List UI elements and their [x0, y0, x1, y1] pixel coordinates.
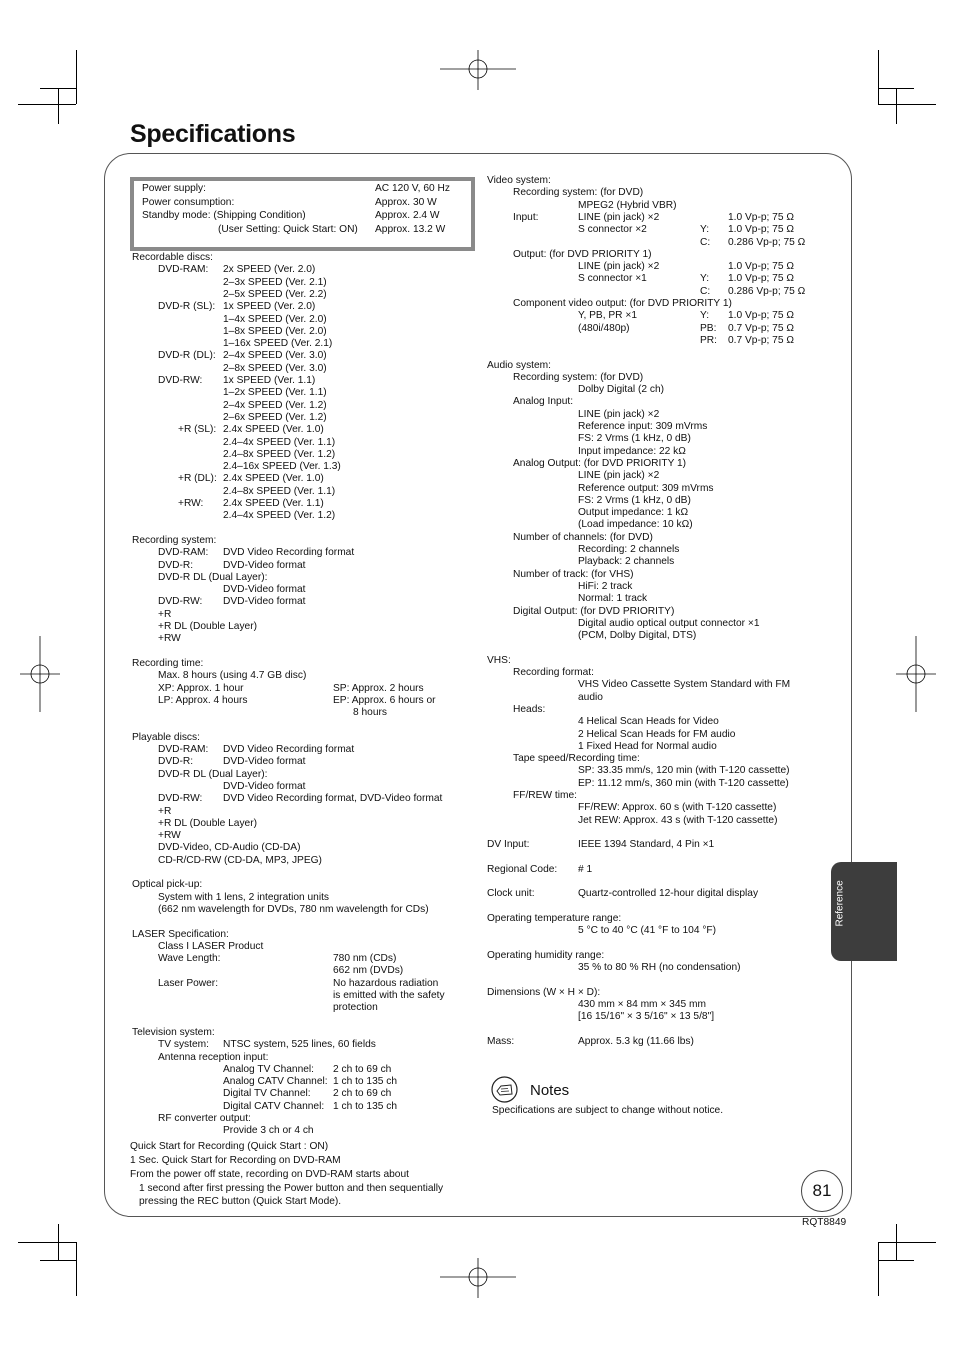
spec-value: 2 Helical Scan Heads for FM audio: [578, 728, 736, 740]
spec-label: DVD-R DL (Dual Layer):: [158, 768, 268, 780]
spec-value: DVD Video Recording format: [223, 547, 355, 559]
spec-value: is emitted with the safety: [333, 990, 445, 1001]
spec-value: DVD Video Recording format: [223, 744, 355, 755]
spec-value: 2.4–16x SPEED (Ver. 1.3): [223, 461, 341, 473]
signal-value: 1.0 Vp-p; 75 Ω: [728, 310, 794, 322]
notes-text: Specifications are subject to change without notice.: [492, 1105, 724, 1116]
spec-value: 1x SPEED (Ver. 2.0): [223, 301, 316, 313]
spec-subheading: Number of channels: (for DVD): [513, 531, 653, 543]
page-number: 81: [801, 1170, 843, 1212]
spec-value: 2–6x SPEED (Ver. 1.2): [223, 411, 327, 423]
spec-value: EP: 11.12 mm/s, 360 min (with T-120 cassette): [578, 777, 789, 789]
spec-value: Approx. 5.3 kg (11.66 lbs): [578, 1036, 694, 1047]
power-spec-value: AC 120 V, 60 Hz: [375, 183, 450, 194]
spec-value: Output impedance: 1 kΩ: [578, 507, 689, 519]
power-spec-label: Power consumption:: [142, 197, 235, 208]
signal-label: Y:: [700, 224, 710, 236]
signal-label: C:: [700, 285, 711, 297]
spec-value: 1–4x SPEED (Ver. 2.0): [223, 313, 327, 325]
spec-value: LINE (pin jack) ×2: [578, 470, 660, 482]
spec-value: 2–8x SPEED (Ver. 3.0): [223, 362, 327, 374]
spec-subheading: Output: (for DVD PRIORITY 1): [513, 248, 652, 260]
spec-value: DVD-Video format: [223, 584, 306, 596]
spec-subheading: Heads:: [513, 703, 546, 715]
spec-value: 1 Fixed Head for Normal audio: [578, 740, 717, 752]
spec-label: DVD-Video, CD-Audio (CD-DA): [158, 842, 301, 854]
quick-start-heading: Quick Start for Recording (Quick Start : ON): [130, 1141, 329, 1152]
reference-tab-label: Reference: [834, 880, 846, 927]
spec-label: DVD-RW:: [158, 596, 203, 608]
spec-subheading: Number of track: (for VHS): [513, 568, 634, 580]
spec-value: 2x SPEED (Ver. 2.0): [223, 264, 316, 276]
spec-label: TV system:: [158, 1039, 209, 1051]
spec-value: 1–8x SPEED (Ver. 2.0): [223, 325, 327, 337]
spec-value: Normal: 1 track: [578, 593, 648, 605]
signal-label: C:: [700, 236, 711, 248]
spec-label: System with 1 lens, 2 integration units: [158, 891, 330, 903]
spec-value: [16 15/16" × 3 5/16" × 13 5/8"]: [578, 1011, 715, 1023]
quick-start-line: From the power off state, recording on DVD-RAM starts about: [130, 1169, 409, 1180]
spec-value: 2–4x SPEED (Ver. 3.0): [223, 350, 327, 362]
spec-heading: Operating temperature range:: [487, 913, 622, 924]
page-title: Specifications: [130, 120, 296, 148]
signal-value: 1.0 Vp-p; 75 Ω: [728, 224, 794, 236]
spec-value: (PCM, Dolby Digital, DTS): [578, 630, 697, 642]
spec-value: FS: 2 Vrms (1 kHz, 0 dB): [578, 433, 691, 445]
spec-label: DVD-R:: [158, 559, 194, 571]
power-spec-label: (User Setting: Quick Start: ON): [218, 224, 358, 235]
spec-label: Digital TV Channel:: [223, 1088, 311, 1100]
signal-value: 0.286 Vp-p; 75 Ω: [728, 236, 806, 248]
spec-label: DVD-RW:: [158, 793, 203, 805]
spec-value: 2.4–8x SPEED (Ver. 1.1): [223, 485, 336, 497]
spec-value: 2.4–8x SPEED (Ver. 1.2): [223, 448, 336, 460]
spec-value: NTSC system, 525 lines, 60 fields: [223, 1039, 376, 1051]
spec-heading: Audio system:: [487, 359, 551, 371]
signal-value: 0.286 Vp-p; 75 Ω: [728, 285, 806, 297]
spec-value: 1 ch to 135 ch: [333, 1076, 398, 1088]
spec-label: +R DL (Double Layer): [158, 621, 257, 632]
spec-heading: Recording time:: [132, 657, 204, 669]
spec-value: 2 ch to 69 ch: [333, 1088, 392, 1100]
spec-label: DVD-RAM:: [158, 744, 209, 755]
spec-label: +RW: [158, 633, 181, 645]
spec-value: 1x SPEED (Ver. 1.1): [223, 375, 316, 386]
spec-value: FS: 2 Vrms (1 kHz, 0 dB): [578, 494, 691, 506]
spec-label: Analog TV Channel:: [223, 1063, 314, 1075]
spec-value: S connector ×1: [578, 273, 647, 285]
spec-value: Dolby Digital (2 ch): [578, 384, 665, 396]
spec-subheading: Analog Output: (for DVD PRIORITY 1): [513, 457, 687, 469]
spec-label: DVD-R DL (Dual Layer):: [158, 571, 268, 583]
spec-heading: Mass:: [487, 1036, 515, 1047]
spec-label: DVD-RW:: [158, 375, 203, 386]
spec-value: # 1: [578, 863, 593, 875]
spec-value: 1 ch to 135 ch: [333, 1100, 398, 1112]
spec-label: +RW: [158, 830, 181, 842]
spec-heading: VHS:: [487, 654, 511, 666]
spec-label: XP: Approx. 1 hour: [158, 682, 244, 694]
signal-value: 0.7 Vp-p; 75 Ω: [728, 334, 794, 346]
spec-value: 2–3x SPEED (Ver. 2.1): [223, 276, 327, 288]
signal-value: 1.0 Vp-p; 75 Ω: [728, 211, 794, 223]
spec-subheading: Component video output: (for DVD PRIORITY 1): [513, 298, 732, 309]
spec-value: 2.4x SPEED (Ver. 1.0): [223, 473, 324, 485]
spec-subheading: Recording system: (for DVD): [513, 187, 644, 199]
spec-label: DVD-R:: [158, 756, 194, 768]
spec-label: +R: [158, 805, 172, 817]
spec-value: (Load impedance: 10 kΩ): [578, 519, 693, 531]
registration-mark-bottom: [440, 1258, 516, 1298]
spec-value: Provide 3 ch or 4 ch: [223, 1125, 314, 1137]
spec-value: IEEE 1394 Standard, 4 Pin ×1: [578, 839, 715, 851]
spec-value: SP: Approx. 2 hours: [333, 682, 424, 694]
spec-value: 430 mm × 84 mm × 345 mm: [578, 999, 706, 1011]
spec-value: SP: 33.35 mm/s, 120 min (with T-120 cassette): [578, 765, 790, 777]
spec-heading: LASER Specification:: [132, 928, 229, 940]
quick-start-line: pressing the REC button (Quick Start Mode).: [139, 1196, 342, 1207]
signal-label: Y:: [700, 273, 710, 285]
spec-label: DVD-RAM:: [158, 264, 209, 276]
spec-label: Class I LASER Product: [158, 940, 264, 952]
spec-label: Wave Length:: [158, 953, 221, 965]
spec-value: 2–4x SPEED (Ver. 1.2): [223, 399, 327, 411]
registration-mark-top: [440, 50, 516, 90]
spec-value: No hazardous radiation: [333, 977, 439, 989]
spec-value: 2 ch to 69 ch: [333, 1063, 392, 1075]
power-spec-value: Approx. 2.4 W: [375, 210, 440, 221]
spec-value: Reference output: 309 mVrms: [578, 482, 714, 494]
spec-heading: Operating humidity range:: [487, 949, 605, 961]
spec-label: +R (SL):: [178, 424, 217, 436]
spec-heading: DV Input:: [487, 839, 530, 851]
spec-value: DVD-Video format: [223, 559, 306, 571]
signal-value: 1.0 Vp-p; 75 Ω: [728, 261, 794, 273]
spec-value: 5 °C to 40 °C (41 °F to 104 °F): [578, 925, 717, 937]
spec-value: audio: [578, 691, 603, 703]
quick-start-line: 1 second after first pressing the Power button and then sequentially: [139, 1183, 444, 1194]
spec-label: (662 nm wavelength for DVDs, 780 nm wavelength for CDs): [158, 903, 429, 915]
spec-label: +R: [158, 608, 172, 620]
spec-subheading: Recording system: (for DVD): [513, 371, 644, 383]
spec-value: Digital audio optical output connector ×1: [578, 617, 760, 629]
spec-value: Quartz-controlled 12-hour digital display: [578, 888, 759, 900]
spec-heading: Television system:: [132, 1026, 215, 1038]
spec-value: Recording: 2 channels: [578, 544, 680, 555]
power-spec-label: Power supply:: [142, 183, 206, 194]
spec-subheading: Input:: [513, 211, 539, 223]
spec-heading: Playable discs:: [132, 731, 200, 743]
spec-value: DVD Video Recording format, DVD-Video format: [223, 793, 443, 805]
quick-start-line: 1 Sec. Quick Start for Recording on DVD-RAM: [130, 1155, 341, 1166]
spec-subheading: Digital Output: (for DVD PRIORITY): [513, 605, 675, 617]
notes-title: Notes: [530, 1082, 570, 1099]
registration-mark-left: [20, 636, 60, 712]
model-code: RQT8849: [802, 1217, 847, 1228]
signal-value: 0.7 Vp-p; 75 Ω: [728, 322, 794, 334]
spec-value: DVD-Video format: [223, 780, 306, 792]
spec-value: FF/REW: Approx. 60 s (with T-120 cassette): [578, 802, 777, 814]
spec-value: VHS Video Cassette System Standard with FM: [578, 679, 791, 691]
spec-value: 8 hours: [353, 707, 387, 719]
spec-value: 2.4x SPEED (Ver. 1.0): [223, 424, 324, 436]
signal-label: PB:: [700, 322, 717, 334]
spec-value: Reference input: 309 mVrms: [578, 421, 708, 432]
spec-label: +R (DL):: [178, 473, 217, 485]
spec-label: +RW:: [178, 498, 204, 509]
spec-label: Analog CATV Channel:: [223, 1076, 328, 1088]
spec-value: 2–5x SPEED (Ver. 2.2): [223, 288, 327, 300]
spec-value: 1–16x SPEED (Ver. 2.1): [223, 338, 333, 350]
spec-label: RF converter output:: [158, 1113, 251, 1124]
spec-value: Y, PB, PR ×1: [578, 310, 637, 322]
spec-heading: Video system:: [487, 175, 551, 186]
spec-value: Playback: 2 channels: [578, 556, 675, 568]
spec-label: +R DL (Double Layer): [158, 817, 257, 829]
spec-label: LP: Approx. 4 hours: [158, 694, 248, 706]
spec-value: DVD-Video format: [223, 756, 306, 768]
spec-value: (480i/480p): [578, 322, 630, 334]
notes-icon: [491, 1076, 518, 1103]
spec-heading: Recordable discs:: [132, 252, 213, 263]
registration-mark-right: [896, 636, 936, 712]
spec-label: Max. 8 hours (using 4.7 GB disc): [158, 670, 307, 682]
spec-label: CD-R/CD-RW (CD-DA, MP3, JPEG): [158, 854, 322, 866]
spec-value: EP: Approx. 6 hours or: [333, 694, 436, 706]
spec-value: Input impedance: 22 kΩ: [578, 445, 686, 457]
spec-value: DVD-Video format: [223, 596, 306, 608]
spec-value: S connector ×2: [578, 224, 647, 236]
spec-heading: Recording system:: [132, 534, 217, 546]
spec-label: Digital CATV Channel:: [223, 1100, 325, 1112]
spec-value: LINE (pin jack) ×2: [578, 211, 660, 223]
spec-value: HiFi: 2 track: [578, 580, 633, 592]
spec-label: Antenna reception input:: [158, 1051, 269, 1063]
spec-value: 35 % to 80 % RH (no condensation): [578, 962, 741, 974]
spec-value: 2.4x SPEED (Ver. 1.1): [223, 498, 324, 509]
power-spec-label: Standby mode: (Shipping Condition): [142, 210, 306, 221]
spec-value: Jet REW: Approx. 43 s (with T-120 cassette): [578, 814, 778, 826]
spec-value: LINE (pin jack) ×2: [578, 261, 660, 273]
signal-label: PR:: [700, 334, 717, 346]
spec-heading: Regional Code:: [487, 863, 558, 875]
spec-value: 2.4–4x SPEED (Ver. 1.1): [223, 436, 336, 448]
spec-value: 2.4–4x SPEED (Ver. 1.2): [223, 510, 336, 522]
spec-subheading: Recording format:: [513, 667, 594, 678]
spec-value: 780 nm (CDs): [333, 953, 397, 965]
spec-subheading: Tape speed/Recording time:: [513, 753, 640, 765]
spec-subheading: FF/REW time:: [513, 790, 577, 801]
spec-label: DVD-R (SL):: [158, 301, 216, 313]
spec-value: 1–2x SPEED (Ver. 1.1): [223, 387, 327, 399]
spec-heading: Optical pick-up:: [132, 879, 203, 891]
spec-heading: Clock unit:: [487, 888, 535, 900]
spec-value: LINE (pin jack) ×2: [578, 408, 660, 420]
power-spec-value: Approx. 13.2 W: [375, 224, 446, 235]
power-spec-value: Approx. 30 W: [375, 197, 437, 208]
spec-value: MPEG2 (Hybrid VBR): [578, 199, 677, 211]
spec-value: 662 nm (DVDs): [333, 965, 404, 977]
spec-label: Laser Power:: [158, 977, 219, 989]
spec-subheading: Analog Input:: [513, 396, 574, 408]
signal-label: Y:: [700, 310, 710, 322]
spec-label: DVD-RAM:: [158, 547, 209, 559]
spec-heading: Dimensions (W × H × D):: [487, 986, 601, 998]
spec-value: protection: [333, 1002, 378, 1014]
spec-label: DVD-R (DL):: [158, 350, 216, 362]
signal-value: 1.0 Vp-p; 75 Ω: [728, 273, 794, 285]
spec-value: 4 Helical Scan Heads for Video: [578, 716, 719, 728]
